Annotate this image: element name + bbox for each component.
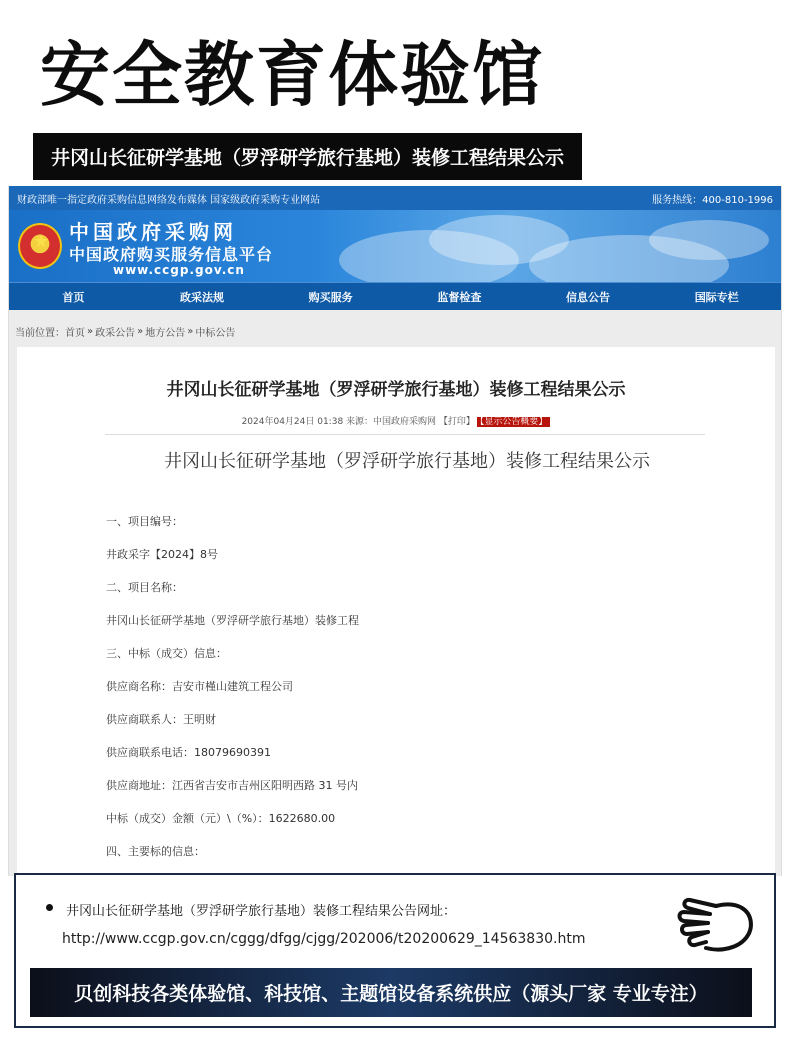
subtitle-bar: 井冈山长征研学基地（罗浮研学旅行基地）装修工程结果公示 xyxy=(33,133,582,180)
nav-item-announcements[interactable]: 信息公告 xyxy=(566,290,611,304)
site-banner xyxy=(9,210,781,282)
website-screenshot xyxy=(8,186,782,876)
summary-badge[interactable]: 【显示公告概要】 xyxy=(477,417,551,427)
breadcrumb-label: 当前位置： xyxy=(15,327,65,339)
article-card xyxy=(17,347,775,876)
award-amount: 中标（成交）金额（元）\（%）：1622680.00 xyxy=(106,812,336,825)
article-title: 井冈山长征研学基地（罗浮研学旅行基地）装修工程结果公示 xyxy=(166,380,626,400)
national-emblem-icon: ★ xyxy=(18,223,62,269)
bullet-dot-icon xyxy=(46,904,53,911)
breadcrumb-item-home[interactable]: 首页 xyxy=(65,327,85,339)
topbar-tagline: 财政部唯一指定政府采购信息网络发布媒体 国家级政府采购专业网站 xyxy=(17,194,321,206)
section-award-heading: 三、中标（成交）信息： xyxy=(106,647,227,660)
page-title: 安全教育体验馆 xyxy=(40,34,544,116)
breadcrumb-separator: » xyxy=(187,325,194,337)
article-meta-text: 2024年04月24日 01:38 来源：中国政府采购网 【打印】 xyxy=(241,417,475,427)
nav-item-international[interactable]: 国际专栏 xyxy=(694,290,739,304)
breadcrumb-item-local[interactable]: 地方公告 xyxy=(145,327,186,339)
supplier-address: 供应商地址：江西省吉安市吉州区阳明西路 31 号内 xyxy=(106,779,358,792)
breadcrumb-item-award[interactable]: 中标公告 xyxy=(195,327,236,339)
hotline: 服务热线：400-810-1996 xyxy=(652,194,773,206)
project-number: 井政采字【2024】8号 xyxy=(106,548,218,561)
site-name: 中国政府采购网 xyxy=(69,220,237,244)
section-project-number-heading: 一、项目编号： xyxy=(106,515,183,528)
breadcrumb-separator: » xyxy=(137,325,144,337)
article-meta xyxy=(17,414,775,427)
section-project-name-heading: 二、项目名称： xyxy=(106,581,183,594)
announcement-url-label: 井冈山长征研学基地（罗浮研学旅行基地）装修工程结果公告网址： xyxy=(66,904,457,919)
pointing-hand-icon xyxy=(676,890,758,956)
site-domain: www.ccgp.gov.cn xyxy=(113,263,245,277)
site-subname: 中国政府购买服务信息平台 xyxy=(69,245,274,264)
supplier-phone: 供应商联系电话：18079690391 xyxy=(106,746,271,759)
section-main-items-heading: 四、主要标的信息： xyxy=(106,845,205,858)
nav-item-regulations[interactable]: 政采法规 xyxy=(180,290,224,304)
breadcrumb-separator: » xyxy=(87,325,94,337)
breadcrumb xyxy=(9,310,781,352)
divider xyxy=(105,434,705,435)
main-nav xyxy=(9,282,781,310)
nav-item-services[interactable]: 购买服务 xyxy=(308,290,353,304)
site-topbar xyxy=(9,186,781,210)
supplier-contact: 供应商联系人：王明财 xyxy=(106,713,216,726)
company-slogan-banner: 贝创科技各类体验馆、科技馆、主题馆设备系统供应（源头厂家 专业专注） xyxy=(30,968,752,1017)
breadcrumb-item-notices[interactable]: 政采公告 xyxy=(95,327,136,339)
announcement-url[interactable]: http://www.ccgp.gov.cn/cggg/dfgg/cjgg/202006/t20200629_14563830.htm xyxy=(62,931,586,947)
project-name: 井冈山长征研学基地（罗浮研学旅行基地）装修工程 xyxy=(106,614,359,627)
document-title: 井冈山长征研学基地（罗浮研学旅行基地）装修工程结果公示 xyxy=(164,451,650,472)
footer-box xyxy=(14,873,776,1028)
nav-item-home[interactable]: 首页 xyxy=(62,290,85,304)
supplier-name: 供应商名称：吉安市槿山建筑工程公司 xyxy=(106,680,293,693)
nav-item-supervision[interactable]: 监督检查 xyxy=(437,290,482,304)
